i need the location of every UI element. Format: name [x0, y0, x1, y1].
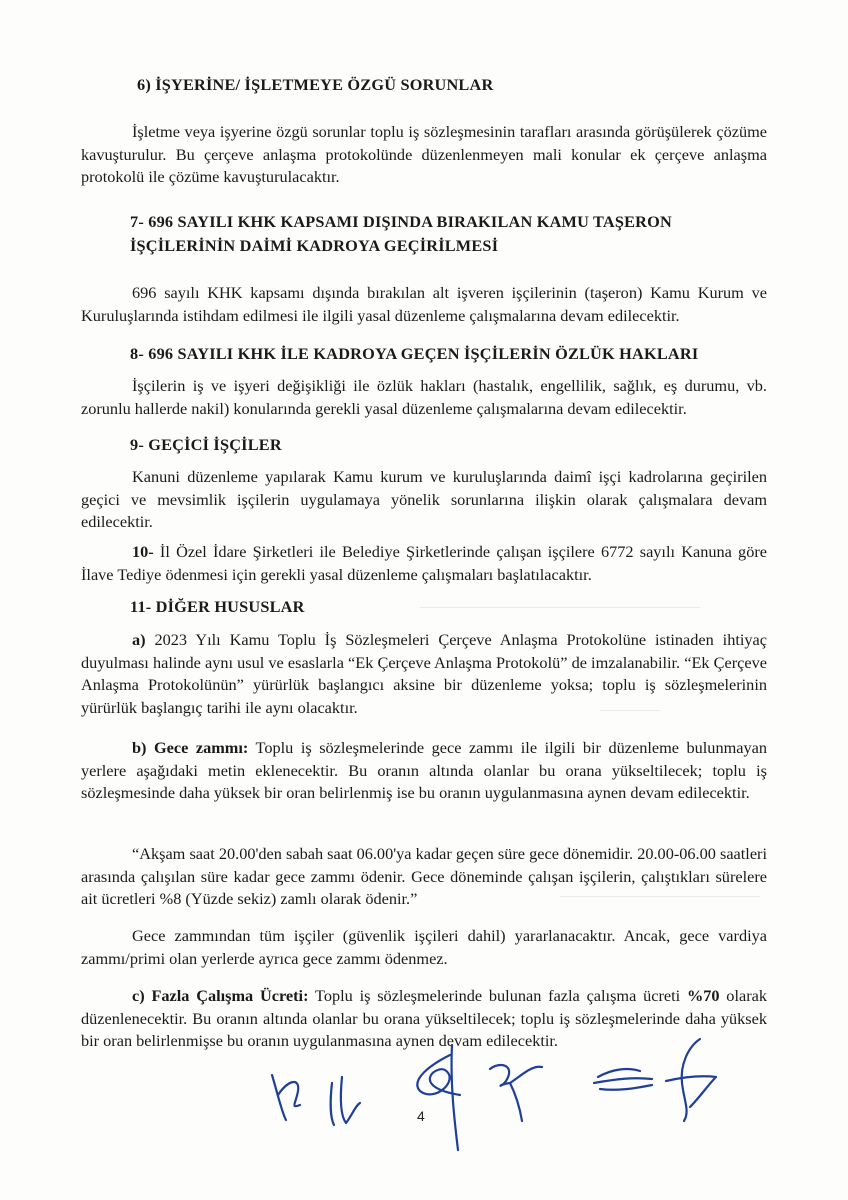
section-9-heading: 9- GEÇİCİ İŞÇİLER	[130, 435, 282, 454]
signature-5	[594, 1069, 652, 1090]
section-11-c-percentage: %70	[686, 986, 720, 1005]
section-8-paragraph: İşçilerin iş ve işyeri değişikliği ile özlük hakları (hastalık, engellilik, sağlık, eş durumu, vb. zorunlu hallerde nakil) konularında gerekli yasal düzenleme çalışmalarına devam edilecektir.	[81, 376, 767, 418]
section-6-heading: 6) İŞYERİNE/ İŞLETMEYE ÖZGÜ SORUNLAR	[137, 75, 494, 94]
section-7-heading-line2: İŞÇİLERİNİN DAİMİ KADROYA GEÇİRİLMESİ	[130, 236, 499, 255]
signatures-image	[260, 1025, 730, 1155]
section-10-paragraph	[81, 541, 767, 586]
section-11-c-text-2: olarak düzenlenecektir. Bu oranın altında olanlar bu orana yükseltilecek; toplu iş sözleşmelerinde daha yüksek bir oran belirlenmişse bu oranın uygulanmasına aynen devam edilecektir.	[81, 986, 767, 1050]
section-11-a-text: 2023 Yılı Kamu Toplu İş Sözleşmeleri Çerçeve Anlaşma Protokolüne istinaden ihtiyaç duyulması halinde aynı usul ve esaslarla “Ek Çerçeve Anlaşma Protokolü” de imzalanabilir. “Ek Çerçeve Anlaşma Protokolünün” yürürlük başlangıcı aksine bir düzenleme yoksa; toplu iş sözleşmelerinin yürürlük başlangıç tarihi ile aynı olacaktır.	[81, 630, 767, 717]
section-11-b-label: b) Gece zammı:	[132, 738, 249, 757]
section-9-paragraph: Kanuni düzenleme yapılarak Kamu kurum ve kuruluşlarında daimî işçi kadrolarına geçirilen geçici ve mevsimlik işçilerin uygulamaya yönelik sorunlarına ilişkin olarak çalışmalara devam edilecektir.	[81, 467, 767, 531]
signature-4	[490, 1065, 542, 1121]
section-8-heading: 8- 696 SAYILI KHK İLE KADROYA GEÇEN İŞÇİLERİN ÖZLÜK HAKLARI	[130, 344, 699, 363]
section-7-heading-line1: 7- 696 SAYILI KHK KAPSAMI DIŞINDA BIRAKILAN KAMU TAŞERON	[130, 212, 672, 231]
section-11-b-text: Toplu iş sözleşmelerinde gece zammı ile ilgili bir düzenleme bulunmayan yerlere aşağıdaki metin eklenecektir. Bu oranın altında olanlar bu orana yükseltilecek; toplu iş sözleşmesinde daha yüksek bir oran belirlenmiş ise bu oranın uygulanmasına aynen devam edilecektir.	[81, 738, 767, 802]
page-number: 4	[417, 1108, 425, 1124]
signature-3	[417, 1045, 460, 1150]
signature-1	[272, 1075, 300, 1120]
section-11-b-note: Gece zammından tüm işçiler (güvenlik işçileri dahil) yararlanacaktır. Ancak, gece vardiya zammı/primi olan yerlerde ayrıca gece zammı ödenmez.	[81, 926, 767, 968]
section-10-number: 10-	[132, 542, 154, 561]
signature-2	[331, 1077, 360, 1125]
section-10-text: İl Özel İdare Şirketleri ile Belediye Şirketlerinde çalışan işçilere 6772 sayılı Kanuna göre İlave Tediye ödenmesi için gerekli yasal düzenleme çalışmaları başlatılacaktır.	[81, 542, 767, 584]
section-11-a-paragraph	[81, 629, 767, 719]
section-11-c-label: c) Fazla Çalışma Ücreti:	[132, 986, 309, 1005]
signature-6	[666, 1039, 716, 1121]
section-11-c-text-1: Toplu iş sözleşmelerinde bulunan fazla çalışma ücreti	[308, 986, 687, 1005]
section-7-paragraph: 696 sayılı KHK kapsamı dışında bırakılan alt işveren işçilerinin (taşeron) Kamu Kurum ve Kuruluşlarında istihdam edilmesi ile ilgili yasal düzenleme çalışmalarına devam edilecektir.	[81, 283, 767, 325]
section-11-b-quote: “Akşam saat 20.00'den sabah saat 06.00'ya kadar geçen süre gece dönemidir. 20.00-06.00 saatleri arasında çalışılan süre kadar gece zammı ödenir. Gece döneminde çalışan işçilerin, çalıştıkları sürelere ait ücretleri %8 (Yüzde sekiz) zamlı olarak ödenir.”	[81, 844, 767, 908]
section-11-a-label: a)	[132, 630, 146, 649]
section-6-paragraph: İşletme veya işyerine özgü sorunlar toplu iş sözleşmesinin tarafları arasında görüşülerek çözüme kavuşturulur. Bu çerçeve anlaşma protokolünde düzenlenmeyen mali konular ek çerçeve anlaşma protokolü ile çözüme kavuşturulacaktır.	[81, 122, 767, 186]
section-11-b-paragraph	[81, 737, 767, 805]
section-11-heading: 11- DİĞER HUSUSLAR	[130, 597, 305, 616]
